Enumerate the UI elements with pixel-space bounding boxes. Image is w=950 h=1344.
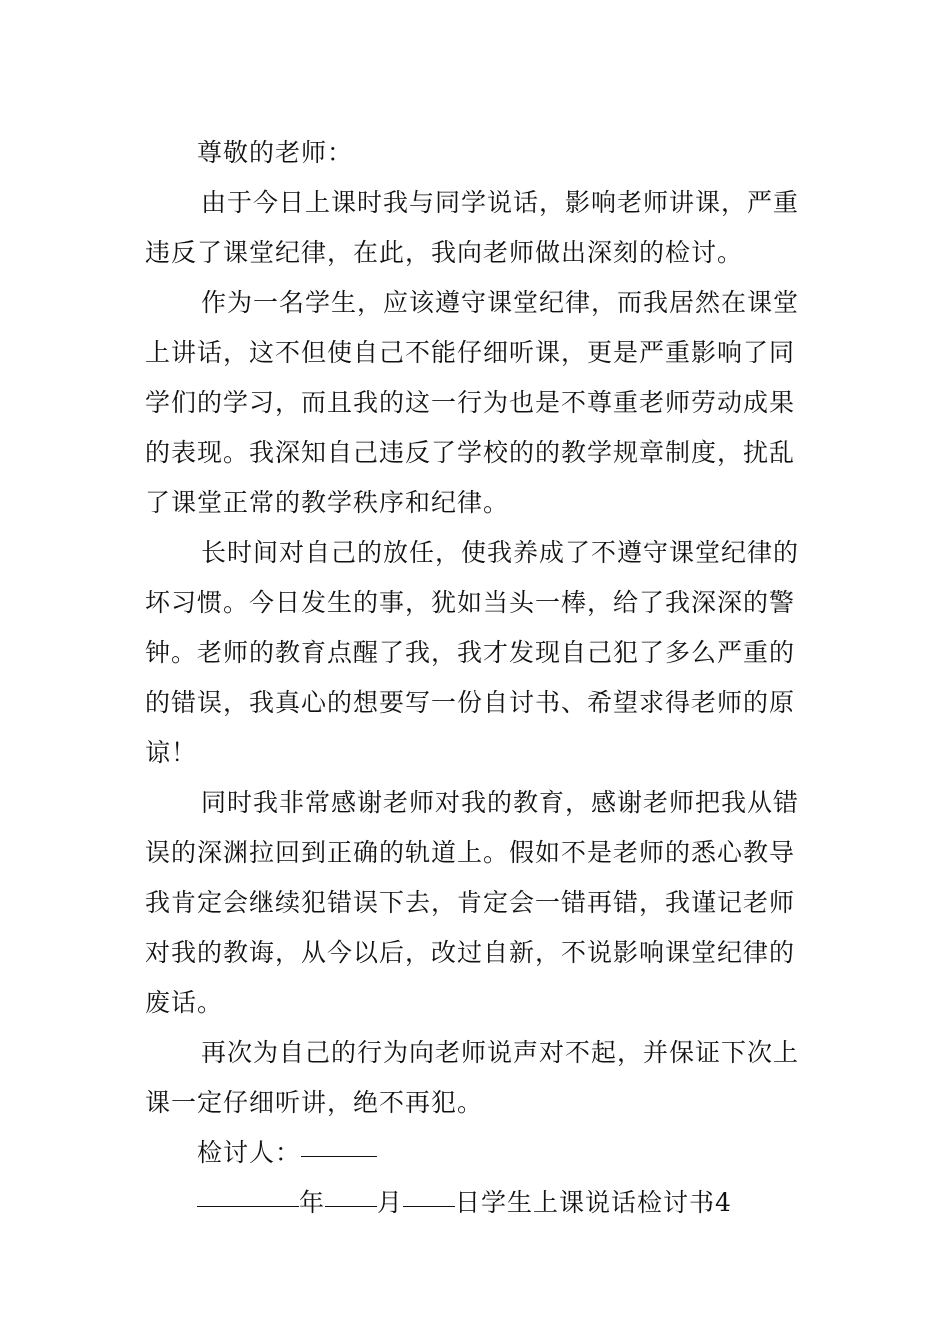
paragraph-5 bbox=[145, 1028, 809, 1128]
day-blank bbox=[403, 1176, 455, 1207]
year-blank bbox=[197, 1176, 299, 1207]
paragraph-line: 违反了课堂纪律，在此，我向老师做出深刻的检讨。 bbox=[145, 238, 744, 267]
paragraph-line: 误的深渊拉回到正确的轨道上。假如不是老师的悉心教导 bbox=[145, 838, 796, 867]
paragraph-line: 上讲话，这不但使自己不能仔细听课，更是严重影响了同 bbox=[145, 338, 796, 367]
paragraph-line: 对我的教诲，从今以后，改过自新，不说影响课堂纪律的 bbox=[145, 938, 796, 967]
paragraph-1 bbox=[145, 178, 809, 278]
paragraph-line: 的错误，我真心的想要写一份自讨书、希望求得老师的原 bbox=[145, 688, 796, 717]
salutation: 尊敬的老师： bbox=[197, 138, 354, 167]
paragraph-line: 我肯定会继续犯错误下去，肯定会一错再错，我谨记老师 bbox=[145, 888, 796, 917]
paragraph-line: 课一定仔细听讲，绝不再犯。 bbox=[145, 1088, 484, 1117]
month-label: 月 bbox=[377, 1188, 404, 1217]
paragraph-line: 作为一名学生，应该遵守课堂纪律，而我居然在课堂 bbox=[201, 288, 800, 317]
day-and-title: 日学生上课说话检讨书4 bbox=[455, 1188, 732, 1217]
paragraph-line: 了课堂正常的教学秩序和纪律。 bbox=[145, 488, 510, 517]
signature-blank bbox=[301, 1126, 377, 1157]
paragraph-line: 的表现。我深知自己违反了学校的的教学规章制度，扰乱 bbox=[145, 438, 796, 467]
paragraph-line: 谅！ bbox=[145, 738, 198, 767]
paragraph-line: 同时我非常感谢老师对我的教育，感谢老师把我从错 bbox=[201, 788, 800, 817]
signature-line bbox=[145, 1128, 809, 1178]
paragraph-3 bbox=[145, 528, 809, 778]
paragraph-line: 废话。 bbox=[145, 988, 224, 1017]
year-label: 年 bbox=[299, 1188, 326, 1217]
paragraph-2 bbox=[145, 278, 809, 528]
letter-page bbox=[145, 128, 809, 1228]
paragraph-line: 坏习惯。今日发生的事，犹如当头一棒，给了我深深的警 bbox=[145, 588, 796, 617]
paragraph-4 bbox=[145, 778, 809, 1028]
date-line bbox=[145, 1178, 809, 1228]
paragraph-line: 再次为自己的行为向老师说声对不起，并保证下次上 bbox=[201, 1038, 800, 1067]
paragraph-line: 钟。老师的教育点醒了我，我才发现自己犯了多么严重的 bbox=[145, 638, 796, 667]
paragraph-line: 学们的学习，而且我的这一行为也是不尊重老师劳动成果 bbox=[145, 388, 796, 417]
paragraph-line: 由于今日上课时我与同学说话，影响老师讲课，严重 bbox=[201, 188, 800, 217]
paragraph-line: 长时间对自己的放任，使我养成了不遵守课堂纪律的 bbox=[201, 538, 800, 567]
signature-label: 检讨人： bbox=[197, 1138, 302, 1167]
month-blank bbox=[325, 1176, 377, 1207]
